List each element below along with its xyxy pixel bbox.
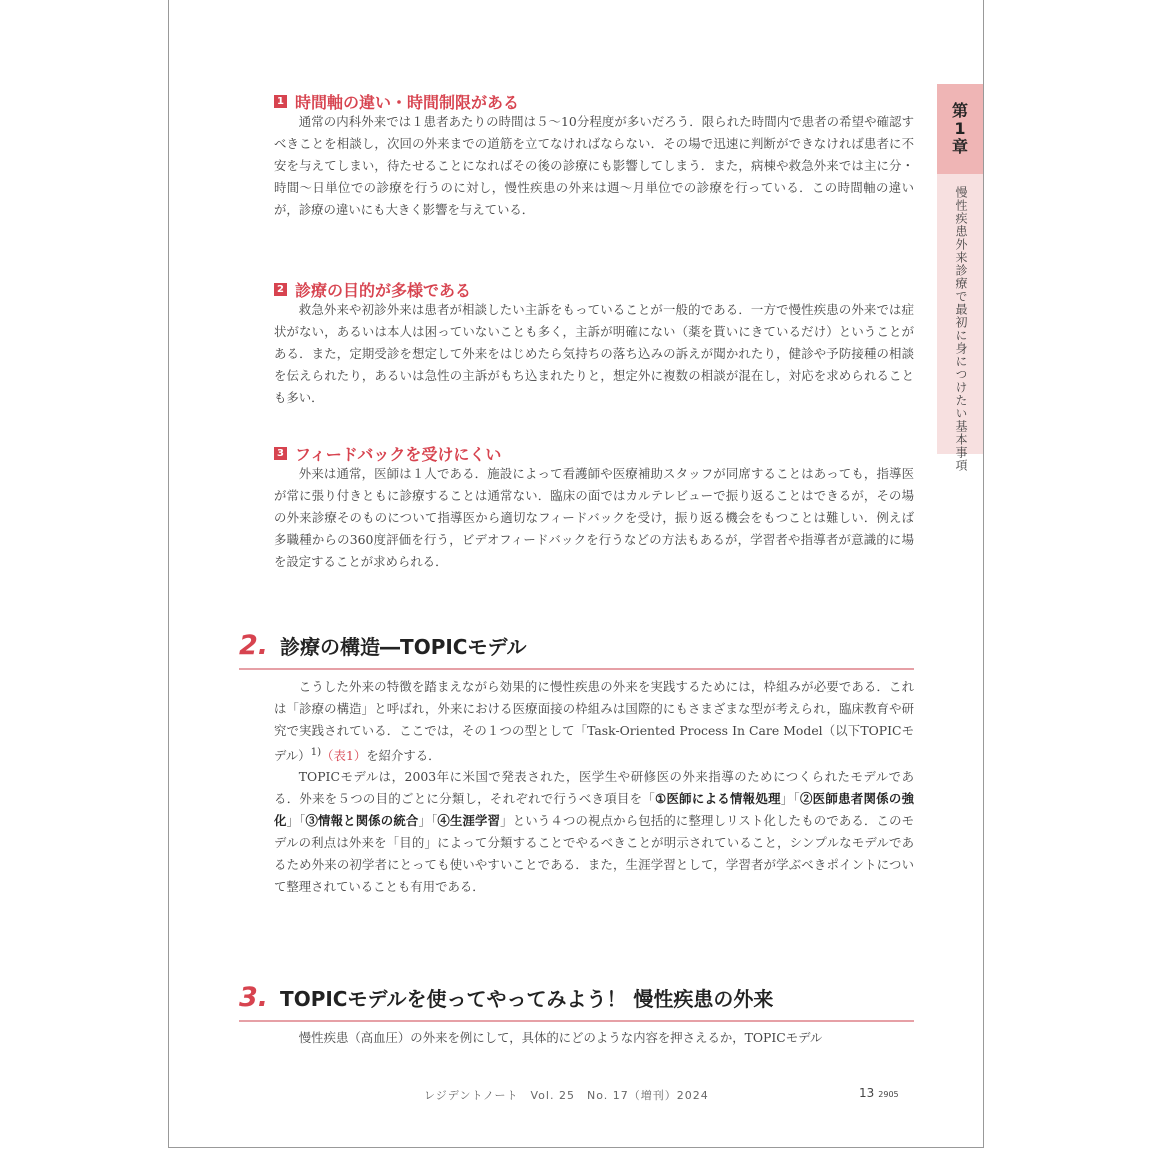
section2-p1-tail: を紹介する． bbox=[366, 747, 441, 763]
page-number bbox=[859, 1086, 899, 1100]
chapter-label-number: 1 bbox=[954, 119, 966, 138]
subsection-number-2: 2 bbox=[274, 283, 287, 296]
subsection-number-3: 3 bbox=[274, 447, 287, 460]
topic-item-4: ④生涯学習 bbox=[437, 812, 501, 828]
section3-paragraph-1: 慢性疾患（高血圧）の外来を例にして，具体的にどのような内容を押さえるか，TOPICモデル bbox=[298, 1030, 823, 1045]
section2-p1-text: こうした外来の特徴を踏まえながら効果的に慢性疾患の外来を実践するためには，枠組みが必要である．これは「診療の構造」と呼ばれ，外来における医療面接の枠組みは国際的にもさまざまな型が考えられ，臨床教育や研究で実践されている．ここでは，その１つの型として「Task-Oriented Process In Care Model（以下TOPICモデル） bbox=[274, 679, 914, 763]
section2-paragraph-1 bbox=[274, 676, 914, 767]
section-rule-3 bbox=[239, 1020, 914, 1022]
section-title-2: 診療の構造―TOPICモデル bbox=[280, 635, 527, 659]
subsection-body-1: 通常の内科外来では１患者あたりの時間は５〜10分程度が多いだろう．限られた時間内で患者の希望や確認すべきことを相談し，次回の外来までの道筋を立てなければならない．その場で迅速に判断ができなければ患者に不安を与えてしまい，待たせることになればその後の診療にも影響してしまう．また，病棟や救急外来では主に分・時間〜日単位での診療を行うのに対し，慢性疾患の外来は週〜月単位での診療を行っている．この時間軸の違いが，診療の違いにも大きく影響を与えている． bbox=[274, 114, 914, 217]
subsection-body-2: 救急外来や初診外来は患者が相談したい主訴をもっていることが一般的である．一方で慢性疾患の外来では症状がない，あるいは本人は困っていないことも多く，主訴が明確にない（薬を貰いにきているだけ）ということがある．また，定期受診を想定して外来をはじめたら気持ちの落ち込みの訴えが聞かれたり，健診や予防接種の相談を伝えられたり，あるいは急性の主訴がもち込まれたりと，想定外に複数の相談が混在し，対応を求められることも多い． bbox=[274, 302, 914, 405]
subsection-title-3: フィードバックを受けにくい bbox=[295, 445, 502, 464]
citation-superscript: 1) bbox=[310, 745, 322, 758]
topic-item-3: ③情報と関係の統合 bbox=[305, 812, 419, 828]
section-number-3: 3. bbox=[239, 982, 269, 1013]
section2-p2-text: TOPICモデルは，2003年に米国で発表された，医学生や研修医の外来指導のためにつくられたモデルである．外来を５つの目的ごとに分類し，それぞれで行うべき項目を「 bbox=[274, 769, 914, 806]
separator: 」「 bbox=[780, 790, 800, 806]
subsection-heading-3 bbox=[274, 442, 501, 465]
chapter-label-top: 第 bbox=[951, 101, 968, 120]
page-number-value: 13 bbox=[859, 1086, 875, 1100]
separator: 」「 bbox=[418, 812, 438, 828]
chapter-label bbox=[937, 84, 983, 174]
page-number-suffix: 2905 bbox=[878, 1090, 899, 1099]
topic-item-2: ②医師患者関係の強化 bbox=[274, 790, 914, 828]
table-reference-link[interactable]: （表1） bbox=[321, 747, 367, 763]
section-heading-2 bbox=[239, 630, 526, 661]
subsection-number-1: 1 bbox=[274, 95, 287, 108]
subsection-heading-2 bbox=[274, 278, 471, 301]
subsection-title-2: 診療の目的が多様である bbox=[295, 281, 472, 300]
page bbox=[168, 0, 984, 1148]
chapter-label-bottom: 章 bbox=[951, 137, 968, 156]
section2-p2-tail: 」という４つの視点から包括的に整理しリスト化したものである．このモデルの利点は外来を「目的」によって分類することでやるべきことが明示されていること，シンプルなモデルであるため外来の初学者にとっても使いやすいことである．また，生涯学習として，学習者が学ぶべきポイントについて整理されていることも有用である． bbox=[274, 812, 915, 894]
subsection-title-1: 時間軸の違い・時間制限がある bbox=[295, 93, 520, 112]
section-title-3: TOPICモデルを使ってやってみよう！ 慢性疾患の外来 bbox=[280, 987, 774, 1011]
section2-paragraph-2 bbox=[274, 766, 914, 897]
section-heading-3 bbox=[239, 982, 773, 1013]
subsection-heading-1 bbox=[274, 90, 519, 113]
journal-footer: レジデントノート Vol. 25 No. 17（増刊）2024 bbox=[424, 1089, 709, 1102]
section-rule-2 bbox=[239, 668, 914, 670]
section-number-2: 2. bbox=[239, 630, 269, 661]
chapter-vertical-title: 慢性疾患外来診療で最初に身につけたい基本事項 bbox=[954, 186, 968, 472]
topic-item-1: ①医師による情報処理 bbox=[655, 790, 781, 806]
separator: 」「 bbox=[286, 812, 306, 828]
subsection-body-3: 外来は通常，医師は１人である．施設によって看護師や医療補助スタッフが同席することはあっても，指導医が常に張り付きともに診療することは通常ない．臨床の面ではカルテレビューで振り返ることはできるが，その場の外来診療そのものについて指導医から適切なフィードバックを受け，振り返る機会をもつことは難しい．例えば多職種からの360度評価を行う，ビデオフィードバックを行うなどの方法もあるが，学習者や指導者が意識的に場を設定することが求められる． bbox=[274, 466, 914, 569]
